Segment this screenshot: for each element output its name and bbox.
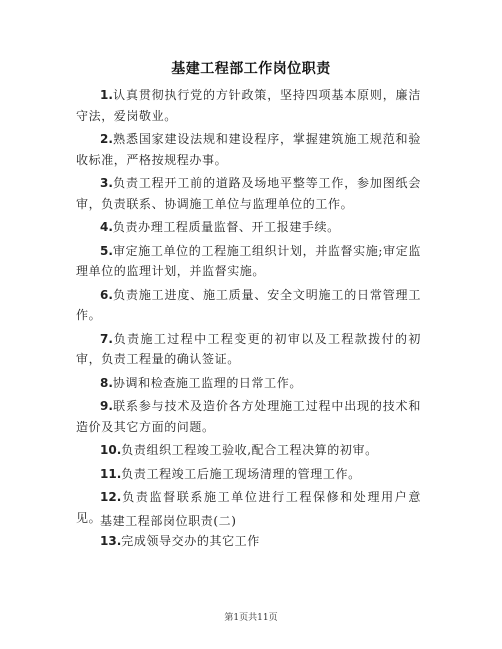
item-number: 1.: [100, 88, 113, 102]
item-text: 完成领导交办的其它工作: [121, 534, 260, 548]
item-number: 7.: [100, 331, 113, 346]
document-title: 基建工程部工作岗位职责: [171, 61, 331, 77]
item-text: 熟悉国家建设法规和建设程序，掌握建筑施工规范和验收标准，严格按规程办事。: [76, 132, 421, 167]
item-text: 负责监督联系施工单位进行工程保修和处理用户意见。: [76, 490, 421, 525]
item-number: 11.: [100, 466, 122, 481]
list-item: [76, 217, 421, 238]
list-item: [76, 241, 421, 282]
item-text: 联系参与技术及造价各方处理施工过程中出现的技术和造价及其它方面的问题。: [76, 399, 421, 434]
item-text: 负责施工进度、施工质量、安全文明施工的日常管理工作。: [76, 287, 421, 322]
item-text: 审定施工单位的工程施工组织计划，并监督实施;审定监理单位的监理计划，并监督实施。: [76, 243, 421, 278]
item-text: 协调和检查施工监理的日常工作。: [112, 375, 302, 390]
list-item: [76, 440, 421, 461]
item-number: 6.: [100, 287, 113, 302]
list-item: [76, 173, 421, 214]
item-number: 4.: [100, 220, 113, 234]
item-text: 负责工程竣工后施工现场清理的管理工作。: [121, 466, 361, 481]
item-text: 负责施工过程中工程变更的初审以及工程款拨付的初审，负责工程量的确认签证。: [76, 331, 421, 366]
item-number: 9.: [100, 399, 113, 413]
duty-list: [76, 85, 421, 555]
item-text: 负责工程开工前的道路及场地平整等工作，参加图纸会审，负责联系、协调施工单位与监理单位的工作。: [76, 176, 421, 211]
item-number: 3.: [100, 176, 113, 190]
list-item: [76, 531, 421, 552]
item-number: 13.: [100, 534, 122, 548]
list-item: [76, 329, 421, 370]
list-item: [76, 464, 421, 485]
item-number: 2.: [100, 132, 113, 146]
list-item: [76, 373, 421, 394]
item-number: 12.: [100, 490, 122, 504]
item-number: 10.: [100, 443, 122, 457]
item-number: 5.: [100, 243, 113, 258]
list-item: [76, 85, 421, 126]
item-text: 负责组织工程竣工验收,配合工程决算的初审。: [121, 443, 378, 457]
item-number: 8.: [100, 375, 113, 390]
item-text: 负责办理工程质量监督、开工报建手续。: [112, 220, 340, 234]
list-item: [76, 396, 421, 437]
page-footer: 第1页共11页: [224, 613, 278, 623]
list-item: [76, 285, 421, 326]
list-item: [76, 129, 421, 170]
section-subtitle: 基建工程部岗位职责(二): [100, 514, 237, 528]
item-text: 认真贯彻执行党的方针政策，坚持四项基本原则，廉洁守法，爱岗敬业。: [76, 88, 421, 123]
